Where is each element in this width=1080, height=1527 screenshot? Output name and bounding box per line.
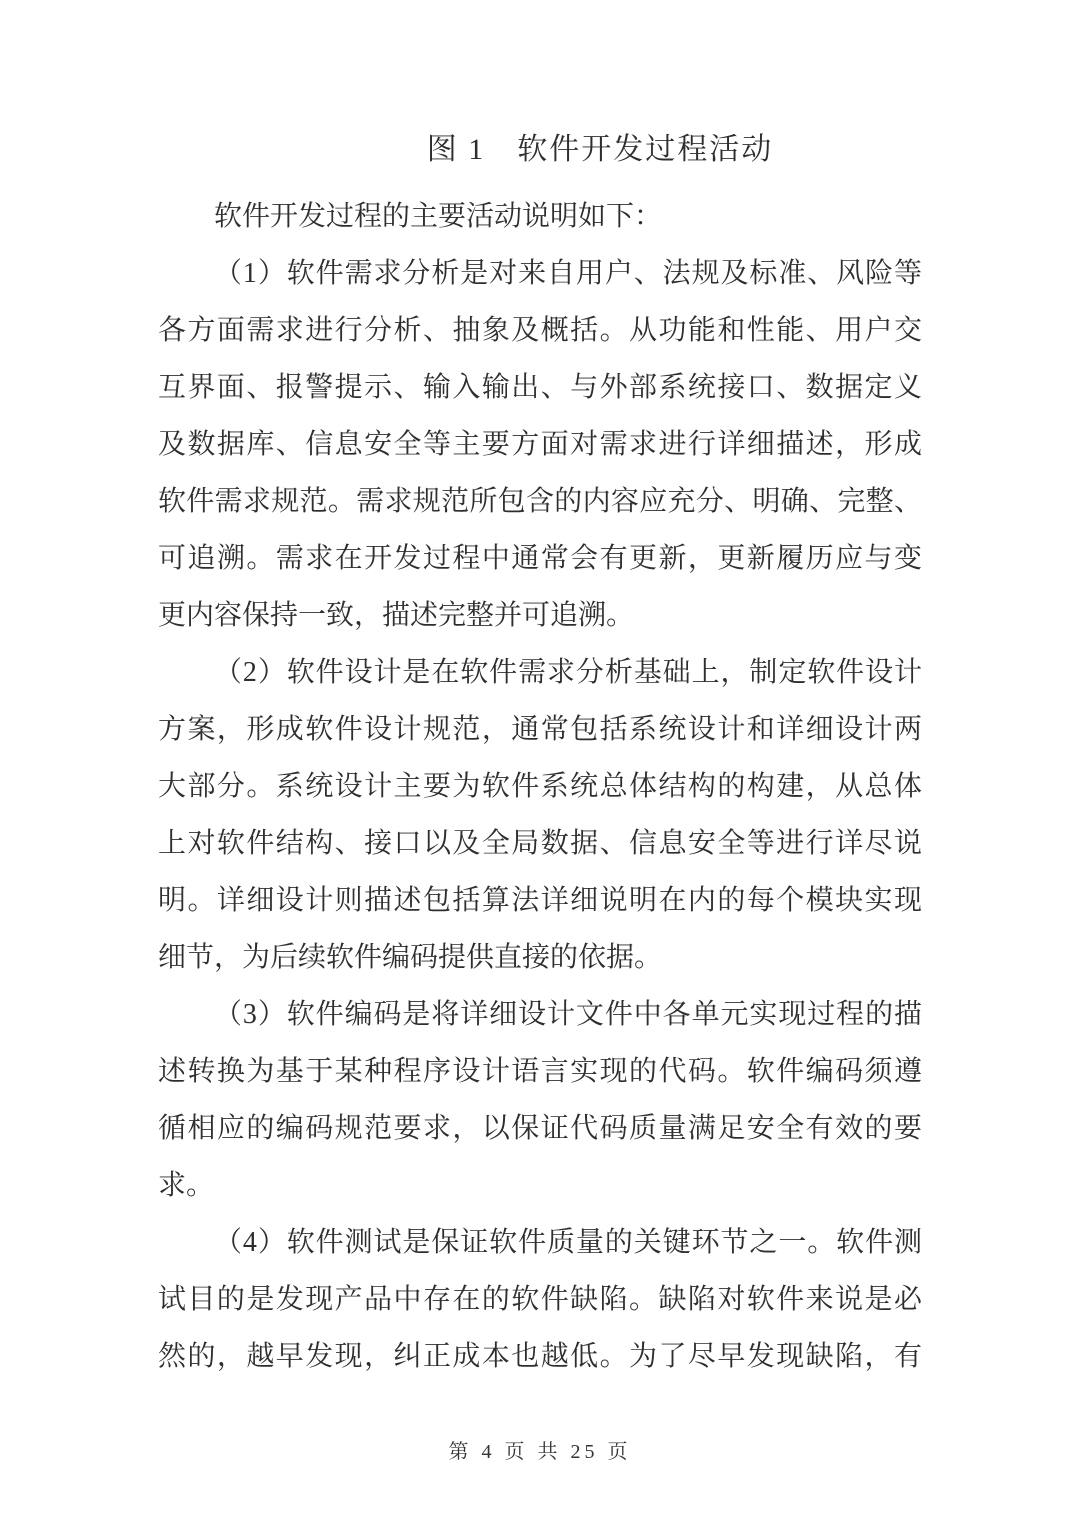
text-line: 述转换为基于某种程序设计语言实现的代码。软件编码须遵 [158, 1056, 922, 1087]
text-line: 可追溯。需求在开发过程中通常会有更新，更新履历应与变 [158, 543, 922, 574]
text-line: 循相应的编码规范要求，以保证代码质量满足安全有效的要 [158, 1113, 922, 1144]
paragraph-4 [158, 1214, 922, 1385]
text-line: （4）软件测试是保证软件质量的关键环节之一。软件测 [214, 1227, 922, 1258]
text-line: 然的，越早发现，纠正成本也越低。为了尽早发现缺陷，有 [158, 1341, 922, 1372]
text-line: 各方面需求进行分析、抽象及概括。从功能和性能、用户交 [158, 315, 922, 346]
text-line: （3）软件编码是将详细设计文件中各单元实现过程的描 [214, 999, 922, 1030]
text-line: 软件需求规范。需求规范所包含的内容应充分、明确、完整、 [158, 486, 922, 517]
paragraph-2 [158, 644, 922, 986]
text-line: 求。 [158, 1170, 215, 1201]
text-line: 及数据库、信息安全等主要方面对需求进行详细描述，形成 [158, 429, 922, 460]
text-line: 大部分。系统设计主要为软件系统总体结构的构建，从总体 [158, 771, 922, 802]
intro-line: 软件开发过程的主要活动说明如下： [214, 201, 663, 232]
text-line: （1）软件需求分析是对来自用户、法规及标准、风险等 [214, 258, 922, 289]
text-line: 细节，为后续软件编码提供直接的依据。 [158, 942, 663, 973]
text-line: （2）软件设计是在软件需求分析基础上，制定软件设计 [214, 657, 922, 688]
text-line: 方案，形成软件设计规范，通常包括系统设计和详细设计两 [158, 714, 922, 745]
page-footer: 第 4 页 共 25 页 [448, 1441, 632, 1463]
text-line: 互界面、报警提示、输入输出、与外部系统接口、数据定义 [158, 372, 922, 403]
paragraph-3 [158, 986, 922, 1214]
text-line: 试目的是发现产品中存在的软件缺陷。缺陷对软件来说是必 [158, 1284, 922, 1315]
paragraph-1 [158, 245, 922, 644]
figure-caption: 图 1 软件开发过程活动 [426, 133, 774, 166]
text-line: 更内容保持一致，描述完整并可追溯。 [158, 600, 635, 631]
document-body [158, 188, 922, 1385]
text-line: 上对软件结构、接口以及全局数据、信息安全等进行详尽说 [158, 828, 922, 859]
text-line: 明。详细设计则描述包括算法详细说明在内的每个模块实现 [158, 885, 922, 916]
